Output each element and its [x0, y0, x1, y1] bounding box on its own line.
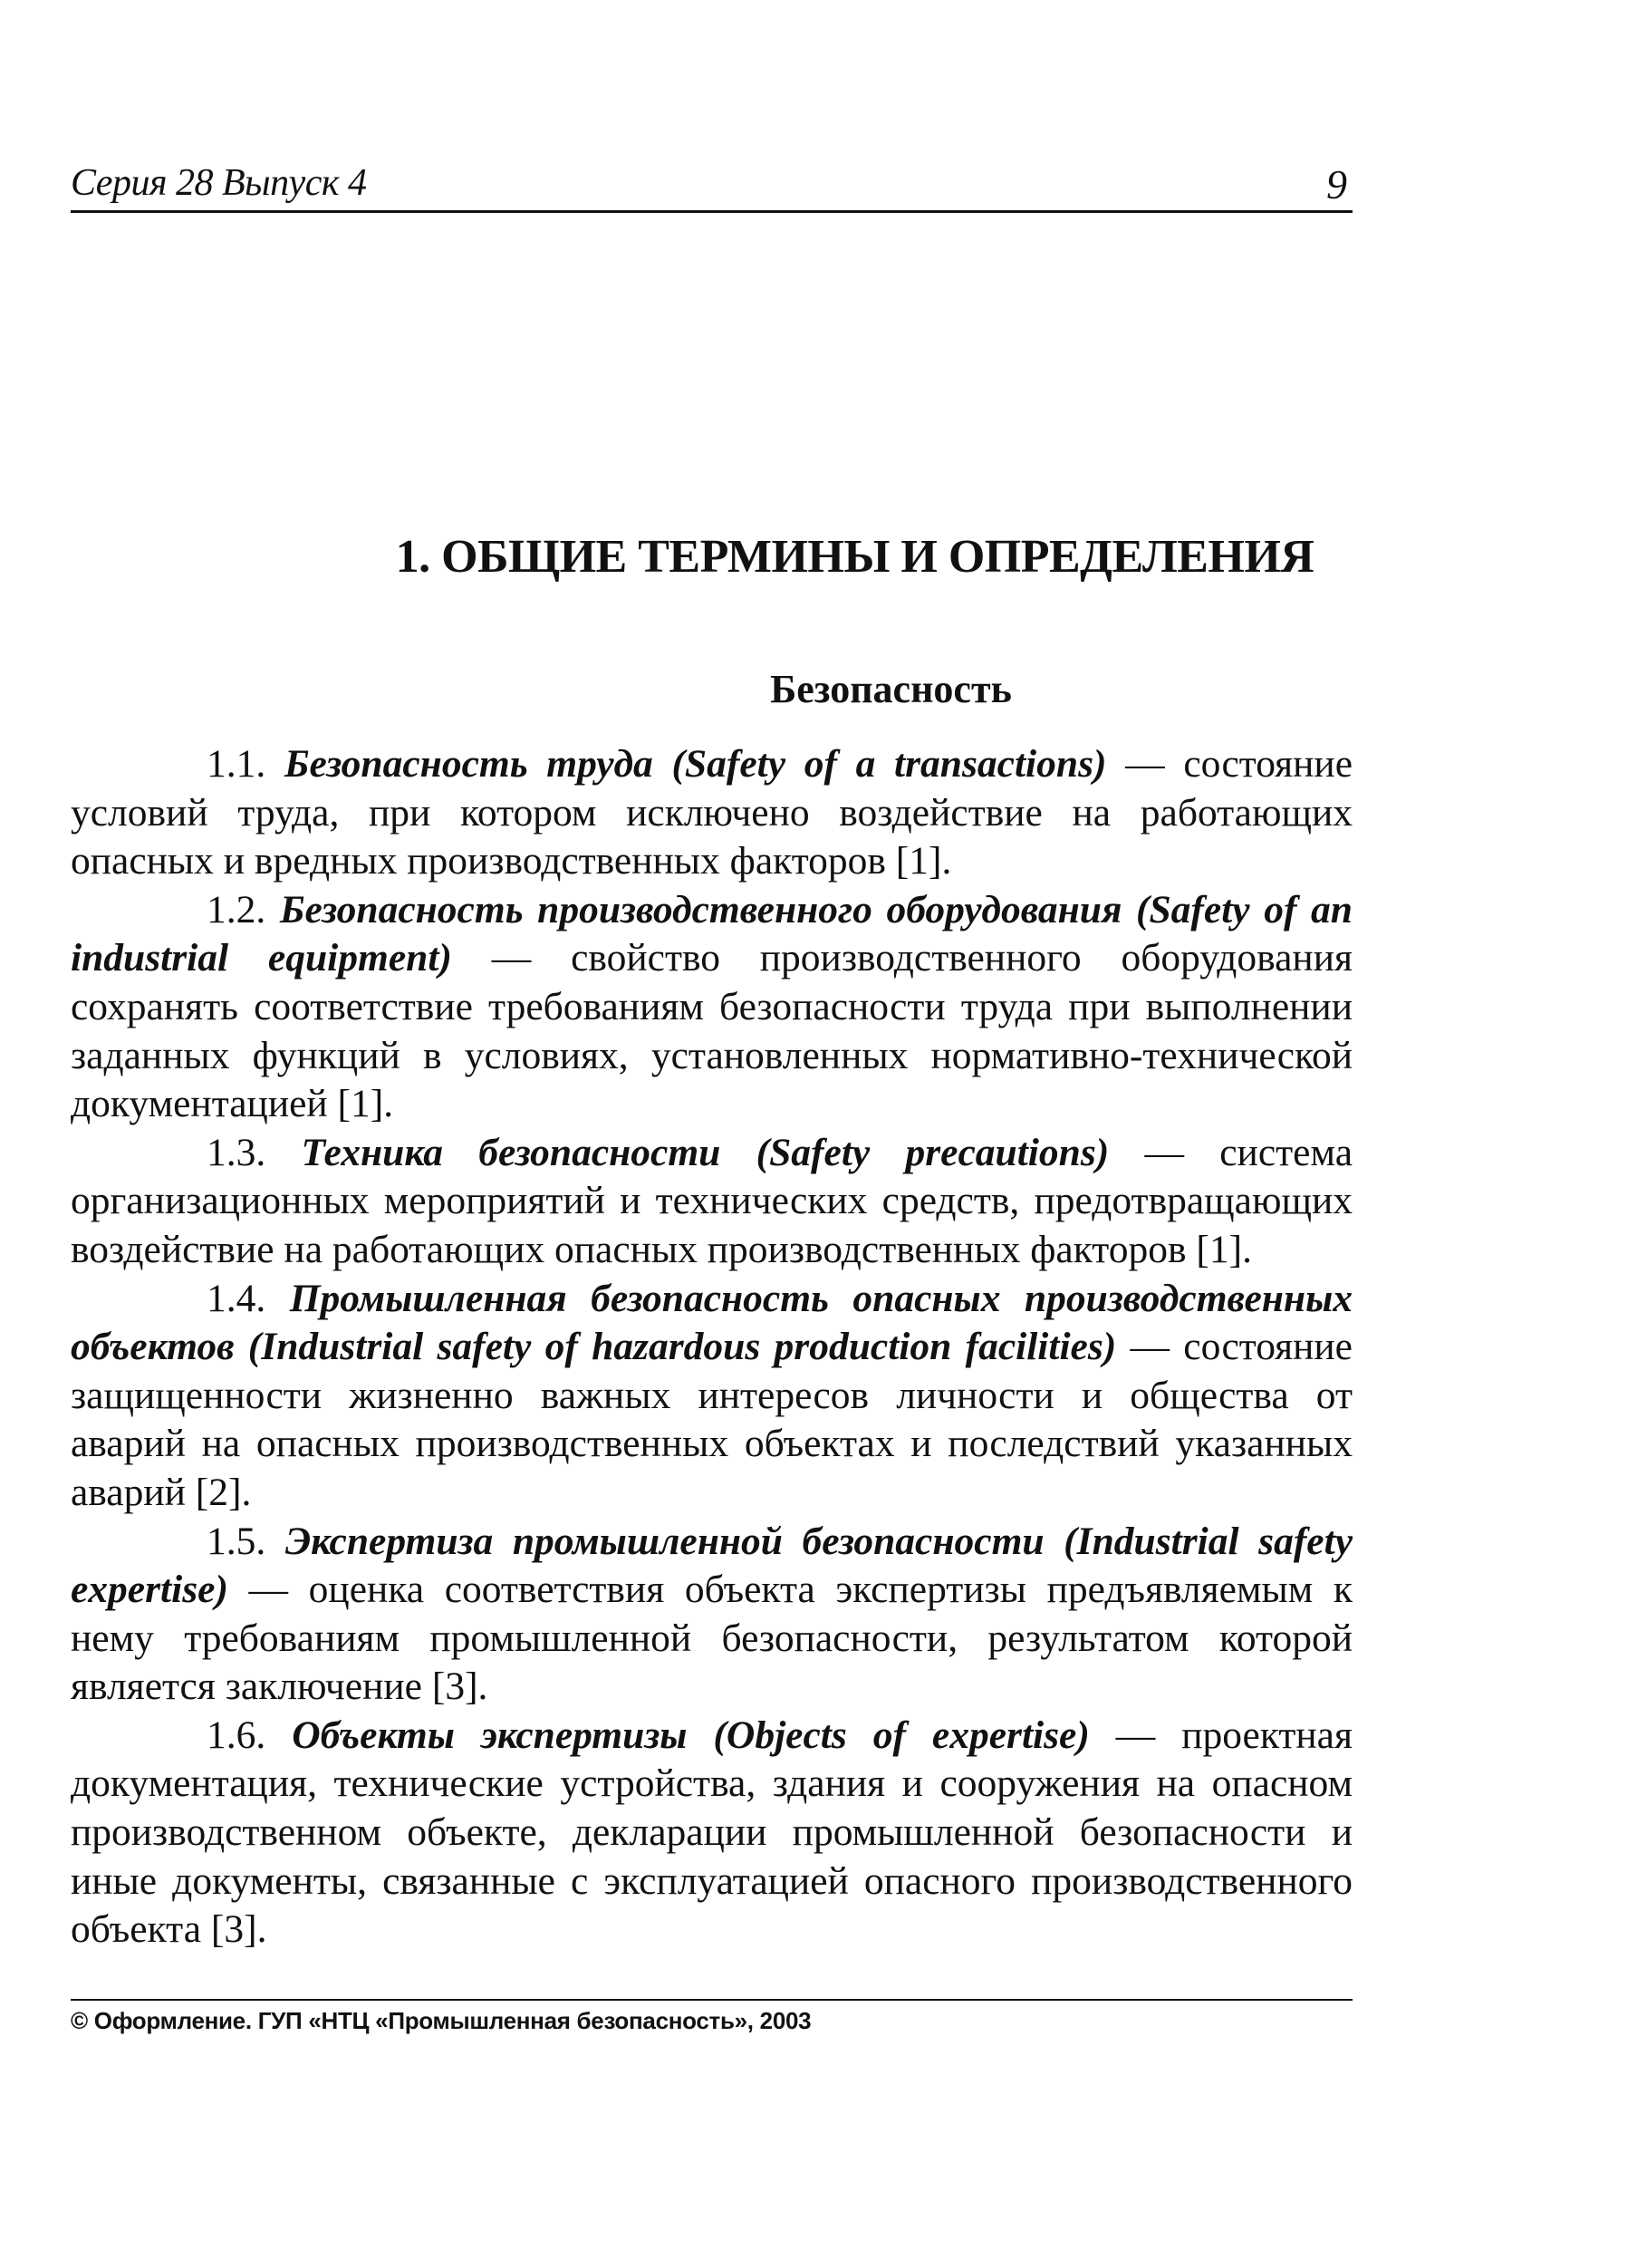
entry-number: 1.2. — [207, 887, 266, 931]
definition-entry-1-2 — [71, 886, 1353, 1129]
entry-definition: — состояние условий труда, при котором исключено воздействие на работающих опасных и вредных производственных факторов [1]. — [71, 742, 1353, 883]
entry-term: Промышленная безопасность опасных производственных объектов (Industrial safety of hazardous production facilities) — [71, 1276, 1353, 1369]
chapter-title: 1. ОБЩИЕ ТЕРМИНЫ И ОПРЕДЕЛЕНИЯ — [395, 531, 1314, 583]
entry-number: 1.5. — [207, 1519, 266, 1563]
entry-definition: — проектная документация, технические устройства, здания и сооружения на опасном производственном объекте, декларации промышленной безопасности и иные документы, связанные с эксплуатацией опасного производственного объекта [3]. — [71, 1713, 1353, 1952]
entry-definition: — свойство производственного оборудования сохранять соответствие требованиям безопасности труда при выполнении заданных функций в условиях, установленных нормативно-технической документацией [1]. — [71, 936, 1353, 1126]
entry-term: Безопасность труда (Safety of a transactions) — [284, 742, 1107, 786]
entry-number: 1.4. — [207, 1276, 266, 1320]
definition-entry-1-4 — [71, 1275, 1353, 1518]
entry-definition: — оценка соответствия объекта экспертизы предъявляемым к нему требованиям промышленной безопасности, результатом которой является заключение [3]. — [71, 1568, 1353, 1709]
entry-definition: — состояние защищенности жизненно важных интересов личности и общества от аварий на опасных производственных объектах и последствий указанных аварий [2]. — [71, 1325, 1353, 1514]
entry-term: Безопасность производственного оборудования (Safety of an industrial equipment) — [71, 887, 1353, 980]
definition-entry-1-6 — [71, 1712, 1353, 1954]
entry-term: Экспертиза промышленной безопасности (Industrial safety expertise) — [71, 1519, 1353, 1612]
section-title: Безопасность — [770, 667, 1012, 711]
definition-entry-1-5 — [71, 1518, 1353, 1712]
entry-term: Объекты экспертизы (Objects of expertise) — [292, 1713, 1090, 1757]
entry-number: 1.1. — [207, 742, 266, 786]
entry-number: 1.3. — [207, 1130, 266, 1174]
definition-entry-1-1 — [71, 740, 1353, 886]
entry-definition: — система организационных мероприятий и технических средств, предотвращающих воздействие на работающих опасных производственных факторов [1]. — [71, 1130, 1353, 1271]
footer-divider — [71, 1999, 1353, 2001]
definitions-body — [71, 740, 1353, 1954]
entry-number: 1.6. — [207, 1713, 266, 1757]
running-header — [71, 154, 1353, 213]
copyright-notice: © Оформление. ГУП «НТЦ «Промышленная безопасность», 2003 — [71, 2007, 812, 2034]
definition-entry-1-3 — [71, 1129, 1353, 1275]
series-label: Серия 28 Выпуск 4 — [71, 162, 367, 204]
page-number: 9 — [1326, 161, 1347, 207]
entry-term: Техника безопасности (Safety precautions) — [301, 1130, 1110, 1174]
